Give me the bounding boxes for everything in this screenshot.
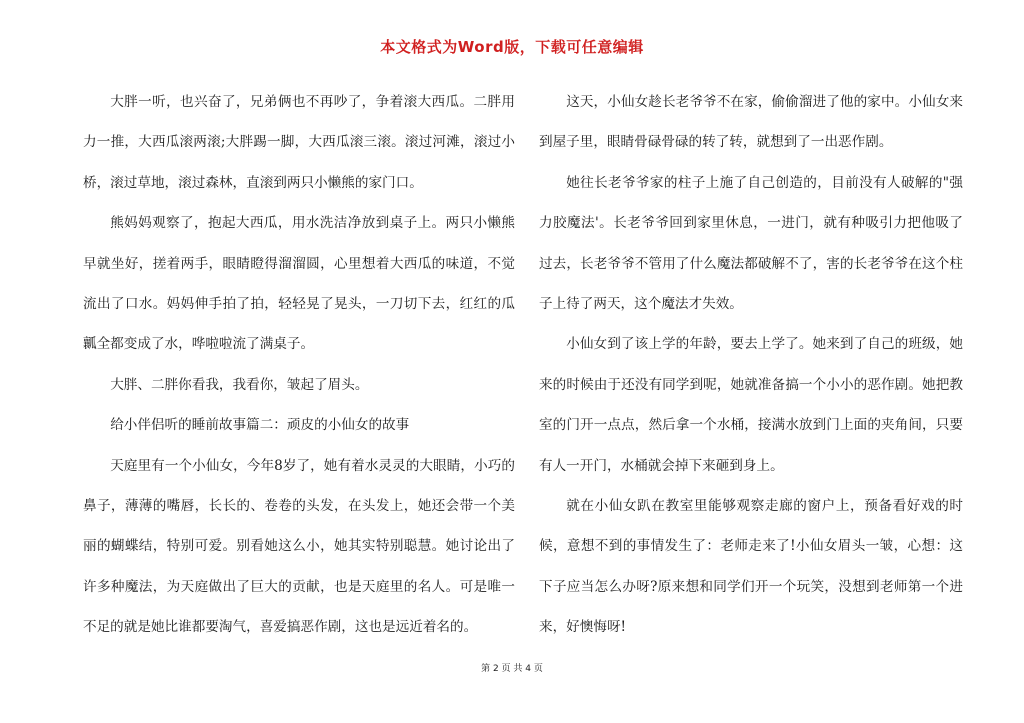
document-header: 本文格式为Word版，下载可任意编辑 [380, 38, 644, 56]
paragraph: 她往长老爷爷家的柱子上施了自己创造的，目前没有人破解的"强力胶魔法'。长老爷爷回到家里休息，一进门，就有种吸引力把他吸了过去，长老爷爷不管用了什么魔法都破解不了，害的长老爷爷在这个柱子上待了两天，这个魔法才失效。 [539, 174, 963, 313]
paragraph: 这天，小仙女趁长老爷爷不在家，偷偷溜进了他的家中。小仙女来到屋子里，眼睛骨碌骨碌的转了转，就想到了一出恶作剧。 [539, 94, 963, 151]
paragraph: 熊妈妈观察了，抱起大西瓜，用水洗洁净放到桌子上。两只小懒熊早就坐好，搓着两手，眼睛瞪得溜溜圆，心里想着大西瓜的味道，不觉流出了口水。妈妈伸手拍了拍，轻轻晃了晃头，一刀切下去，红红的瓜瓤全都变成了水，哗啦啦流了满桌子。 [83, 215, 515, 353]
paragraph: 小仙女到了该上学的年龄，要去上学了。她来到了自己的班级，她来的时候由于还没有同学到呢，她就准备搞一个小小的恶作剧。她把教室的门开一点点，然后拿一个水桶，接满水放到门上面的夹角间，只要有人一开门，水桶就会掉下来砸到身上。 [539, 336, 963, 474]
right-column [539, 82, 963, 648]
page-number: 第 2 页 共 4 页 [481, 664, 543, 674]
section-title: 给小伴侣听的睡前故事篇二：顽皮的小仙女的故事 [110, 417, 410, 434]
paragraph: 大胖、二胖你看我，我看你，皱起了眉头。 [110, 376, 369, 393]
paragraph: 大胖一听，也兴奋了，兄弟俩也不再吵了，争着滚大西瓜。二胖用力一推，大西瓜滚两滚;大胖踢一脚，大西瓜滚三滚。滚过河滩，滚过小桥，滚过草地，滚过森林，直滚到两只小懒熊的家门口。 [83, 94, 515, 191]
paragraph: 天庭里有一个小仙女，今年8岁了，她有着水灵灵的大眼睛，小巧的鼻子，薄薄的嘴唇，长长的、卷卷的头发，在头发上，她还会带一个美丽的蝴蝶结，特别可爱。别看她这么小，她其实特别聪慧。她讨论出了许多种魔法，为天庭做出了巨大的贡献，也是天庭里的名人。可是唯一不足的就是她比谁都要淘气，喜爱搞恶作剧，这也是远近着名的。 [83, 457, 515, 636]
paragraph: 就在小仙女趴在教室里能够观察走廊的窗户上，预备看好戏的时候，意想不到的事情发生了：老师走来了!小仙女眉头一皱，心想：这下子应当怎么办呀?原来想和同学们开一个玩笑，没想到老师第一个进来，好懊悔呀! [539, 498, 963, 636]
left-column [83, 82, 515, 648]
